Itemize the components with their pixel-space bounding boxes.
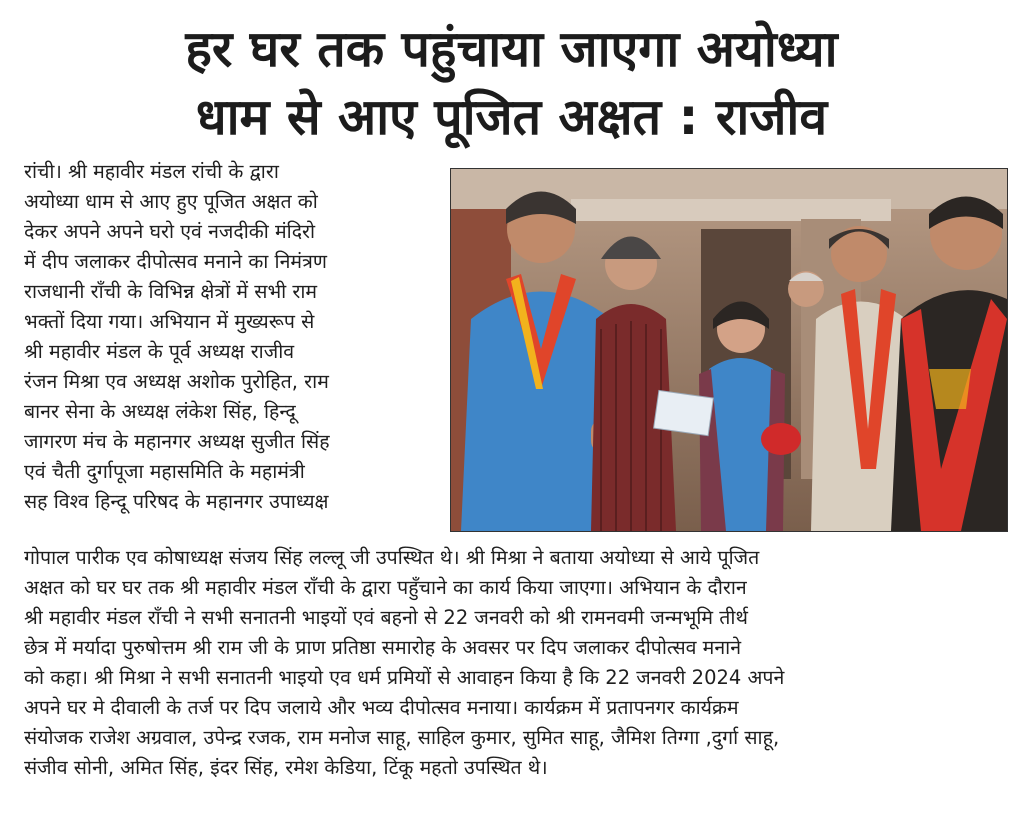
article-line: जागरण मंच के महानगर अध्यक्ष सुजीत सिंह bbox=[24, 430, 330, 453]
headline-line-1: हर घर तक पहुंचाया जाएगा अयोध्या bbox=[185, 20, 838, 78]
headline-line-2: धाम से आए पूजित अक्षत : राजीव bbox=[195, 88, 828, 146]
article-line: बानर सेना के अध्यक्ष लंकेश सिंह, हिन्दू bbox=[24, 400, 296, 423]
article-line: रांची। श्री महावीर मंडल रांची के द्वारा bbox=[24, 160, 279, 183]
article-line: अक्षत को घर घर तक श्री महावीर मंडल राँची के द्वारा पहुँचाने का कार्य किया जाएगा। अभियान के दौरान bbox=[24, 576, 747, 599]
article-line: गोपाल पारीक एव कोषाध्यक्ष संजय सिंह लल्लू जी उपस्थित थे। श्री मिश्रा ने बताया अयोध्या से आये पूजित bbox=[24, 546, 760, 569]
article-line: श्री महावीर मंडल राँची ने सभी सनातनी भाइयों एवं बहनो से 22 जनवरी को श्री रामनवमी जन्मभूमि तीर्थ bbox=[24, 606, 748, 629]
article-line: सह विश्व हिन्दू परिषद के महानगर उपाध्यक्ष bbox=[24, 490, 329, 513]
article-line: अयोध्या धाम से आए हुए पूजित अक्षत को bbox=[24, 190, 318, 213]
article-line: अपने घर मे दीवाली के तर्ज पर दिप जलाये और भव्य दीपोत्सव मनाया। कार्यक्रम में प्रतापनगर कार्यक्रम bbox=[24, 696, 739, 719]
article-line: रंजन मिश्रा एव अध्यक्ष अशोक पुरोहित, राम bbox=[24, 370, 329, 393]
article-line: में दीप जलाकर दीपोत्सव मनाने का निमंत्रण bbox=[24, 250, 327, 273]
article-line: भक्तों दिया गया। अभियान में मुख्यरूप से bbox=[24, 310, 315, 333]
article-line: एवं चैती दुर्गापूजा महासमिति के महामंत्री bbox=[24, 460, 305, 483]
news-photo bbox=[450, 168, 1008, 532]
article-line: छेत्र में मर्यादा पुरुषोत्तम श्री राम जी के प्राण प्रतिष्ठा समारोह के अवसर पर दिप जलाकर दीपोत्सव मनाने bbox=[24, 636, 742, 659]
article-line: देकर अपने अपने घरो एवं नजदीकी मंदिरो bbox=[24, 220, 316, 243]
article-line: राजधानी राँची के विभिन्न क्षेत्रों में सभी राम bbox=[24, 280, 318, 303]
article-line: को कहा। श्री मिश्रा ने सभी सनातनी भाइयो एव धर्म प्रमियों से आवाहन किया है कि 22 जनवरी 2024 अपने bbox=[24, 666, 785, 689]
article-line: संजीव सोनी, अमित सिंह, इंदर सिंह, रमेश केडिया, टिंकू महतो उपस्थित थे। bbox=[24, 756, 548, 779]
article-line: श्री महावीर मंडल के पूर्व अध्यक्ष राजीव bbox=[24, 340, 295, 363]
article-line: संयोजक राजेश अग्रवाल, उपेन्द्र रजक, राम मनोज साहू, साहिल कुमार, सुमित साहू, जैमिश तिग्गा ,दुर्गा साहू, bbox=[24, 726, 780, 749]
news-photo-illustration bbox=[451, 169, 1007, 531]
